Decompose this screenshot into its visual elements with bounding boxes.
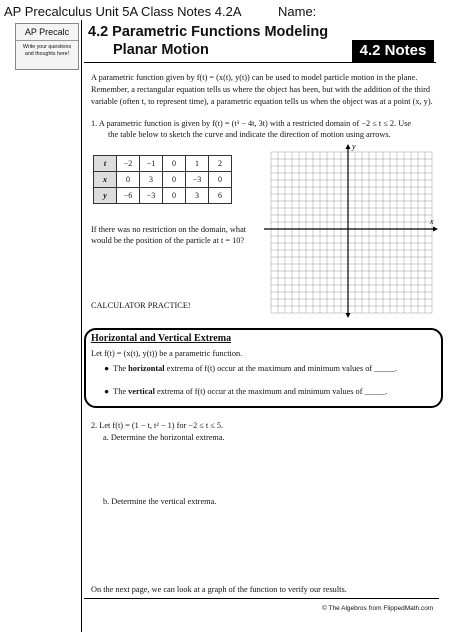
table-cell: −2 — [117, 156, 140, 172]
sidebar-box — [15, 23, 79, 70]
q2-part-a-answer-area[interactable] — [103, 446, 433, 492]
extrema-bullet-2 — [104, 386, 387, 397]
table-cell: −6 — [117, 188, 140, 204]
bullet-icon: ● — [104, 387, 114, 396]
coordinate-grid[interactable] — [264, 141, 444, 321]
bullet-icon: ● — [104, 364, 114, 373]
bullet2-post: extrema of f(t) occur at the maximum and minimum values of _____. — [154, 387, 388, 396]
y-axis-down-arrow-icon — [346, 313, 351, 318]
table-row — [94, 172, 232, 188]
intro-line-1: A parametric function given by f(t) = (x(t), y(t)) can be used to model particle motion in the plane. — [91, 73, 418, 82]
table-cell: 0 — [163, 172, 186, 188]
table-row-label: y — [94, 188, 117, 204]
table-row-label: x — [94, 172, 117, 188]
grid-lines — [271, 152, 432, 313]
values-table — [93, 155, 232, 204]
q1-line-1: 1. A parametric function is given by f(t) = (t³ − 4t, 3t) with a restricted domain of −2 ≤ t ≤ 2. Use — [91, 119, 412, 128]
calculator-practice: CALCULATOR PRACTICE! — [91, 301, 191, 310]
bullet1-post: extrema of f(t) occur at the maximum and minimum values of _____. — [164, 364, 398, 373]
x-axis-arrow-icon — [433, 227, 438, 232]
table-cell: 0 — [209, 172, 232, 188]
title-underline — [84, 62, 436, 63]
page-title-line2: Planar Motion — [113, 42, 209, 58]
q2-part-a: a. Determine the horizontal extrema. — [103, 433, 225, 442]
y-axis-arrow-icon — [346, 144, 351, 149]
table-cell: 3 — [186, 188, 209, 204]
bullet1-bold: horizontal — [128, 364, 165, 373]
q2-part-b-answer-area[interactable] — [103, 510, 433, 580]
followup-line-2: would be the position of the particle at t = 10? — [91, 236, 245, 245]
sidebar-notes-area[interactable] — [4, 72, 78, 612]
name-field[interactable] — [318, 19, 466, 20]
sidebar-title: AP Precalc — [16, 24, 78, 41]
table-cell: 1 — [186, 156, 209, 172]
bullet2-bold: vertical — [128, 387, 155, 396]
intro-line-3: variable (often t, to represent time), a parametric equation tells us when the object was at a point (x, y). — [91, 97, 433, 106]
table-row — [94, 156, 232, 172]
intro-line-2: Remember, a rectangular equation tells us where the object has been, but with the addition of the third — [91, 85, 431, 94]
extrema-heading: Horizontal and Vertical Extrema — [91, 333, 232, 344]
name-label: Name: — [278, 4, 317, 19]
footer-credit: © The Algebros from FlippedMath.com — [322, 605, 434, 612]
table-cell: −3 — [186, 172, 209, 188]
extrema-bullet-1 — [104, 363, 397, 374]
closing-note: On the next page, we can look at a graph of the function to verify our results. — [91, 585, 347, 594]
table-cell: −1 — [140, 156, 163, 172]
q1-line-2: the table below to sketch the curve and indicate the direction of motion using arrows. — [108, 130, 391, 139]
notes-badge: 4.2 Notes — [352, 40, 434, 62]
q2-line-1: 2. Let f(t) = (1 − t, t² − 1) for −2 ≤ t ≤ 5. — [91, 421, 224, 430]
table-row-label: t — [94, 156, 117, 172]
table-cell: 3 — [140, 172, 163, 188]
table-cell: −3 — [140, 188, 163, 204]
y-axis-label: y — [352, 142, 356, 151]
page-title-line1: 4.2 Parametric Functions Modeling — [88, 24, 329, 40]
table-cell: 2 — [209, 156, 232, 172]
footer-rule — [84, 598, 439, 599]
bullet1-pre: The — [113, 364, 129, 373]
table-cell: 0 — [163, 188, 186, 204]
sidebar-note: Write your questions and thoughts here! — [22, 44, 72, 57]
table-cell: 0 — [117, 172, 140, 188]
x-axis-label: x — [430, 217, 434, 226]
extrema-line-1: Let f(t) = (x(t), y(t)) be a parametric function. — [91, 349, 243, 358]
table-cell: 6 — [209, 188, 232, 204]
q2-part-b: b. Determine the vertical extrema. — [103, 497, 217, 506]
table-cell: 0 — [163, 156, 186, 172]
bullet2-pre: The — [113, 387, 129, 396]
course-header: AP Precalculus Unit 5A Class Notes 4.2A — [4, 4, 242, 19]
table-row — [94, 188, 232, 204]
followup-line-1: If there was no restriction on the domain, what — [91, 225, 247, 234]
margin-line — [81, 20, 82, 632]
